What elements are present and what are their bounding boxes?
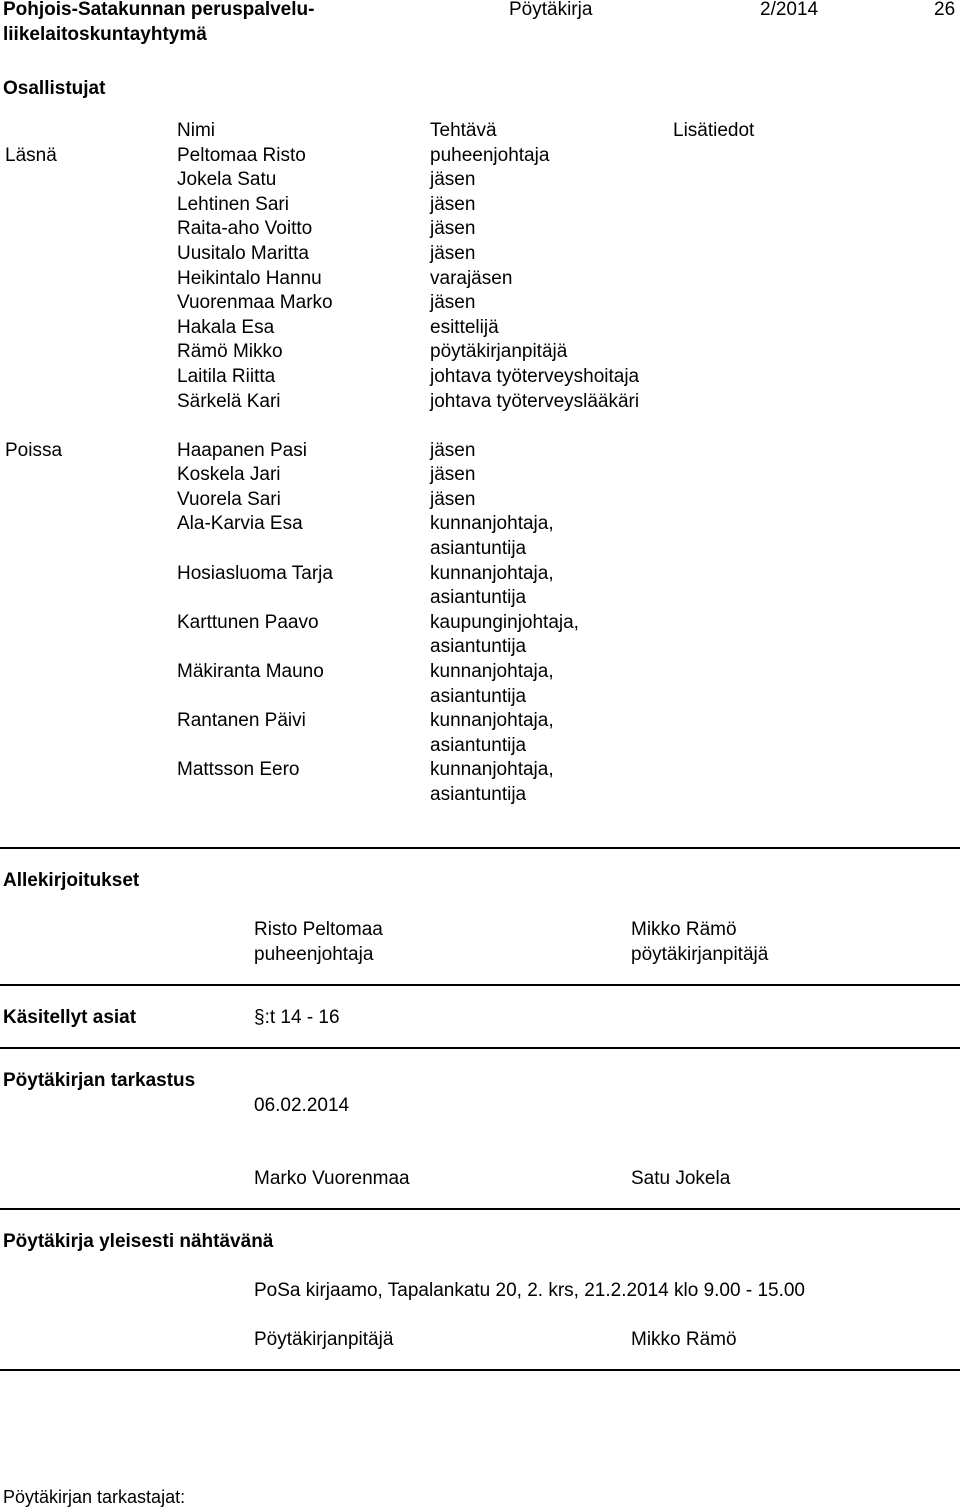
present-label: Läsnä — [5, 144, 57, 166]
participant-role: kunnanjohtaja, — [430, 513, 554, 535]
public-display-location: PoSa kirjaamo, Tapalankatu 20, 2. krs, 21.2.2014 klo 9.00 - 15.00 — [254, 1280, 805, 1301]
organization-name-line2: liikelaitoskuntayhtymä — [3, 23, 207, 45]
participant-name: Haapanen Pasi — [177, 439, 307, 461]
items-heading: Käsitellyt asiat — [3, 1007, 137, 1028]
participant-name: Uusitalo Maritta — [177, 243, 309, 264]
table-row — [0, 217, 960, 242]
table-row-continuation — [0, 734, 960, 759]
participant-name: Jokela Satu — [177, 169, 277, 191]
participants-column-headers — [0, 119, 960, 144]
participant-name: Vuorenmaa Marko — [177, 292, 333, 314]
participant-role: jäsen — [430, 218, 476, 240]
signatures-heading: Allekirjoitukset — [3, 870, 140, 891]
table-row — [0, 193, 960, 218]
table-row — [0, 488, 960, 513]
table-row — [0, 611, 960, 636]
divider — [0, 1369, 960, 1371]
page-number: 26 — [934, 0, 956, 20]
table-row — [0, 144, 960, 169]
table-row — [0, 316, 960, 341]
keeper-name: Mikko Rämö — [631, 1329, 737, 1350]
footer-reviewers-label: Pöytäkirjan tarkastajat: — [3, 1487, 186, 1507]
column-header-info: Lisätiedot — [673, 120, 755, 141]
participant-name: Särkelä Kari — [177, 390, 281, 412]
table-row — [0, 709, 960, 734]
secretary-signature-name: Mikko Rämö — [631, 919, 737, 940]
participant-role: johtava työterveyshoitaja — [430, 366, 640, 387]
participant-name: Raita-aho Voitto — [177, 218, 313, 240]
table-row-continuation — [0, 586, 960, 611]
participant-role-continuation: asiantuntija — [430, 685, 527, 707]
document-number: 2/2014 — [760, 0, 819, 20]
table-row-continuation — [0, 685, 960, 710]
participant-role: puheenjohtaja — [430, 144, 550, 166]
participant-role: kunnanjohtaja, — [430, 562, 554, 584]
secretary-signature-title: pöytäkirjanpitäjä — [631, 944, 769, 965]
participant-role: jäsen — [430, 464, 476, 486]
participant-role: jäsen — [430, 193, 476, 215]
table-row-continuation — [0, 537, 960, 562]
table-row — [0, 365, 960, 390]
participant-name: Hakala Esa — [177, 316, 275, 338]
participant-role-continuation: asiantuntija — [430, 734, 527, 756]
participant-role: jäsen — [430, 169, 476, 191]
column-header-name: Nimi — [177, 120, 215, 141]
chair-signature-title: puheenjohtaja — [254, 944, 374, 965]
participant-role-continuation: asiantuntija — [430, 587, 527, 609]
table-row — [0, 463, 960, 488]
participant-name: Heikintalo Hannu — [177, 267, 322, 289]
participant-role: jäsen — [430, 439, 476, 461]
participant-role-continuation: asiantuntija — [430, 784, 527, 805]
table-row — [0, 512, 960, 537]
table-row — [0, 562, 960, 587]
review-date: 06.02.2014 — [254, 1095, 350, 1116]
table-row — [0, 390, 960, 415]
participant-name: Hosiasluoma Tarja — [177, 562, 333, 584]
review-heading: Pöytäkirjan tarkastus — [3, 1070, 196, 1091]
participant-role: kunnanjohtaja, — [430, 759, 554, 781]
chair-signature-name: Risto Peltomaa — [254, 919, 383, 940]
table-row — [0, 758, 960, 783]
items-value: §:t 14 - 16 — [254, 1007, 340, 1028]
participant-role: esittelijä — [430, 316, 499, 338]
organization-name-line1: Pohjois-Satakunnan peruspalvelu- — [3, 0, 315, 20]
participant-name: Koskela Jari — [177, 464, 281, 486]
participant-name: Laitila Riitta — [177, 366, 276, 387]
participant-role: kaupunginjohtaja, — [430, 611, 579, 633]
participant-name: Mattsson Eero — [177, 759, 300, 781]
divider — [0, 847, 960, 849]
participant-role: varajäsen — [430, 267, 513, 289]
table-row — [0, 340, 960, 365]
public-display-heading: Pöytäkirja yleisesti nähtävänä — [3, 1231, 274, 1252]
divider — [0, 1047, 960, 1049]
participant-name: Lehtinen Sari — [177, 193, 289, 215]
participant-role-continuation: asiantuntija — [430, 538, 527, 559]
divider — [0, 1208, 960, 1210]
table-row — [0, 242, 960, 267]
participant-role: jäsen — [430, 488, 476, 510]
participant-name: Ala-Karvia Esa — [177, 513, 303, 535]
participant-role: pöytäkirjanpitäjä — [430, 341, 568, 363]
table-row-continuation — [0, 783, 960, 808]
absent-label: Poissa — [5, 439, 63, 461]
organization-name — [3, 0, 463, 47]
divider — [0, 984, 960, 986]
keeper-label: Pöytäkirjanpitäjä — [254, 1329, 394, 1350]
participant-name: Rantanen Päivi — [177, 710, 306, 732]
reviewer-1-name: Marko Vuorenmaa — [254, 1168, 410, 1189]
table-row — [0, 267, 960, 292]
participant-name: Rämö Mikko — [177, 341, 283, 363]
participant-name: Peltomaa Risto — [177, 144, 306, 166]
participant-role-continuation: asiantuntija — [430, 636, 527, 658]
participant-role: kunnanjohtaja, — [430, 661, 554, 682]
table-row — [0, 168, 960, 193]
table-row — [0, 439, 960, 464]
participant-name: Mäkiranta Mauno — [177, 661, 324, 682]
participant-role: jäsen — [430, 292, 476, 314]
participant-role: johtava työterveyslääkäri — [430, 390, 640, 412]
table-row — [0, 291, 960, 316]
document-type: Pöytäkirja — [509, 0, 593, 20]
participant-role: kunnanjohtaja, — [430, 710, 554, 732]
participant-name: Vuorela Sari — [177, 488, 281, 510]
participant-name: Karttunen Paavo — [177, 611, 319, 633]
reviewer-2-name: Satu Jokela — [631, 1168, 731, 1189]
table-row — [0, 660, 960, 685]
table-row-continuation — [0, 635, 960, 660]
participants-heading: Osallistujat — [3, 78, 106, 99]
column-header-role: Tehtävä — [430, 120, 497, 141]
participant-role: jäsen — [430, 243, 476, 264]
